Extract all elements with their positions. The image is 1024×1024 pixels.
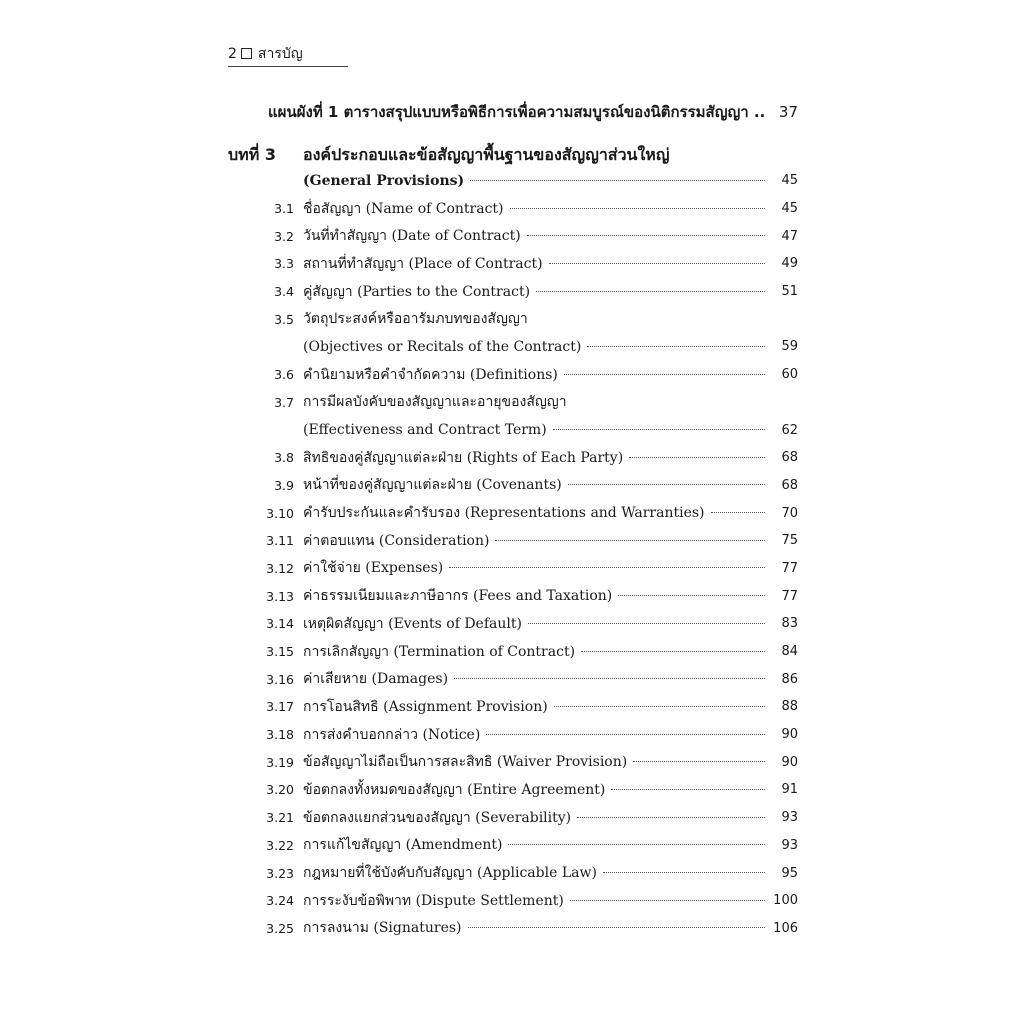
dot-leader bbox=[581, 651, 765, 652]
toc-entry-text bbox=[303, 641, 769, 663]
toc-entry-text bbox=[303, 613, 769, 635]
toc-entry-number: 3.1 bbox=[274, 201, 294, 217]
toc-entry bbox=[0, 776, 1024, 804]
dot-leader bbox=[629, 457, 765, 458]
toc-entry-title: ชื่อสัญญา (Name of Contract) bbox=[303, 200, 504, 217]
toc-entry-page: 68 bbox=[781, 477, 798, 493]
toc-entry bbox=[0, 416, 1024, 444]
toc-entry-number: 3.19 bbox=[266, 754, 294, 770]
toc-entry-title: (General Provisions) bbox=[303, 172, 465, 189]
dot-leader bbox=[527, 235, 765, 236]
toc-entry-page: 88 bbox=[781, 699, 798, 715]
toc-entry-text bbox=[303, 447, 769, 469]
toc-entry-text bbox=[303, 585, 769, 607]
dot-leader bbox=[495, 540, 765, 541]
toc-entry-page: 100 bbox=[773, 893, 798, 909]
dot-leader bbox=[568, 484, 765, 485]
toc-entry-title: คำรับประกันและคำรับรอง (Representations and Warranties) bbox=[303, 505, 705, 522]
toc-entry-page: 86 bbox=[781, 671, 798, 687]
toc-entry-number: 3.5 bbox=[274, 311, 294, 327]
toc-entry-number: 3.21 bbox=[266, 810, 294, 826]
toc-entry-list bbox=[0, 167, 1024, 942]
toc-entry bbox=[0, 832, 1024, 860]
toc-entry-text bbox=[303, 724, 769, 746]
toc-entry-title: ค่าใช้จ่าย (Expenses) bbox=[303, 560, 444, 577]
header-section-title: สารบัญ bbox=[257, 46, 303, 62]
toc-entry bbox=[0, 721, 1024, 749]
toc-entry-title: สิทธิของคู่สัญญาแต่ละฝ่าย (Rights of Each Party) bbox=[303, 449, 624, 466]
toc-entry bbox=[0, 389, 1024, 417]
dot-leader bbox=[587, 346, 765, 347]
toc-entry-number: 3.4 bbox=[274, 284, 294, 300]
toc-entry-page: 90 bbox=[781, 754, 798, 770]
dot-leader bbox=[508, 844, 765, 845]
toc-entry bbox=[0, 361, 1024, 389]
toc-entry-text bbox=[303, 557, 769, 579]
toc-entry-page: 70 bbox=[781, 505, 798, 521]
toc-entry-text bbox=[303, 173, 769, 189]
toc-entry-number: 3.10 bbox=[266, 505, 294, 521]
toc-entry-text bbox=[303, 225, 769, 247]
toc-entry-page: 75 bbox=[781, 533, 798, 549]
toc-entry-page: 47 bbox=[781, 228, 798, 244]
toc-entry-page: 77 bbox=[781, 560, 798, 576]
toc-entry-page: 84 bbox=[781, 644, 798, 660]
toc-intro-page: 37 bbox=[778, 103, 798, 121]
toc-entry-title: คู่สัญญา (Parties to the Contract) bbox=[303, 283, 531, 300]
dot-leader bbox=[449, 567, 765, 568]
toc-entry-page: 93 bbox=[781, 837, 798, 853]
toc-entry-page: 77 bbox=[781, 588, 798, 604]
toc-entry-number: 3.14 bbox=[266, 616, 294, 632]
toc-entry bbox=[0, 444, 1024, 472]
toc-entry-title: วันที่ทำสัญญา (Date of Contract) bbox=[303, 228, 521, 245]
toc-entry-number: 3.25 bbox=[266, 920, 294, 936]
toc-entry-title: วัตถุประสงค์หรืออารัมภบทของสัญญา bbox=[303, 311, 528, 328]
toc-entry-text bbox=[303, 751, 769, 773]
toc-entry-title: กฎหมายที่ใช้บังคับกับสัญญา (Applicable Law) bbox=[303, 865, 597, 882]
dot-leader bbox=[536, 291, 765, 292]
toc-entry bbox=[0, 499, 1024, 527]
toc-entry-page: 59 bbox=[781, 339, 798, 355]
toc-entry bbox=[0, 195, 1024, 223]
toc-entry-page: 90 bbox=[781, 727, 798, 743]
toc-entry bbox=[0, 638, 1024, 666]
toc-entry-title: การระงับข้อพิพาท (Dispute Settlement) bbox=[303, 892, 564, 909]
toc-entry-text bbox=[303, 502, 769, 524]
toc-entry-number: 3.22 bbox=[266, 837, 294, 853]
toc-entry-title: คำนิยามหรือคำจำกัดความ (Definitions) bbox=[303, 366, 558, 383]
toc-entry bbox=[0, 693, 1024, 721]
dot-leader bbox=[564, 374, 765, 375]
toc-entry-title: ข้อตกลงทั้งหมดของสัญญา (Entire Agreement) bbox=[303, 781, 606, 798]
header-page-number: 2 bbox=[228, 46, 237, 62]
toc-entry-text bbox=[303, 422, 769, 438]
toc-entry-number: 3.11 bbox=[266, 533, 294, 549]
toc-entry bbox=[0, 859, 1024, 887]
toc-entry-number: 3.23 bbox=[266, 865, 294, 881]
toc-entry bbox=[0, 748, 1024, 776]
toc-entry-title: ข้อสัญญาไม่ถือเป็นการสละสิทธิ (Waiver Provision) bbox=[303, 754, 628, 771]
toc-entry-page: 95 bbox=[781, 865, 798, 881]
dot-leader bbox=[611, 789, 765, 790]
toc-entry-title: การมีผลบังคับของสัญญาและอายุของสัญญา bbox=[303, 394, 567, 411]
toc-entry-text bbox=[303, 308, 769, 330]
toc-entry-title: หน้าที่ของคู่สัญญาแต่ละฝ่าย (Covenants) bbox=[303, 477, 562, 494]
toc-entry-number: 3.12 bbox=[266, 560, 294, 576]
toc-entry-title: (Effectiveness and Contract Term) bbox=[303, 422, 547, 439]
dot-leader bbox=[711, 512, 765, 513]
toc-entry-page: 68 bbox=[781, 450, 798, 466]
toc-entry-text bbox=[303, 530, 769, 552]
toc-entry-text bbox=[303, 834, 769, 856]
toc-entry-text bbox=[303, 862, 769, 884]
toc-entry-title: เหตุผิดสัญญา (Events of Default) bbox=[303, 615, 522, 632]
toc-entry-number: 3.17 bbox=[266, 699, 294, 715]
toc-entry-title: (Objectives or Recitals of the Contract) bbox=[303, 338, 582, 355]
toc-entry-title: การโอนสิทธิ (Assignment Provision) bbox=[303, 698, 548, 715]
toc-entry-text bbox=[303, 779, 769, 801]
toc-entry-text bbox=[303, 696, 769, 718]
toc-entry bbox=[0, 333, 1024, 361]
toc-entry bbox=[0, 250, 1024, 278]
toc-intro-title: แผนผังที่ 1 ตารางสรุปแบบหรือพิธีการเพื่อความสมบูรณ์ของนิติกรรมสัญญา .. bbox=[268, 103, 766, 121]
toc-entry-title: การแก้ไขสัญญา (Amendment) bbox=[303, 837, 503, 854]
toc-entry-number: 3.2 bbox=[274, 228, 294, 244]
toc-entry-title: การลงนาม (Signatures) bbox=[303, 920, 462, 937]
dot-leader bbox=[618, 595, 765, 596]
toc-entry-number: 3.7 bbox=[274, 394, 294, 410]
dot-leader bbox=[577, 817, 765, 818]
toc-entry bbox=[0, 305, 1024, 333]
toc-entry-page: 60 bbox=[781, 367, 798, 383]
toc-entry-page: 83 bbox=[781, 616, 798, 632]
dot-leader bbox=[486, 734, 765, 735]
toc-entry bbox=[0, 582, 1024, 610]
toc-entry-title: การส่งคำบอกกล่าว (Notice) bbox=[303, 726, 481, 743]
toc-entry-text bbox=[303, 364, 769, 386]
dot-leader bbox=[633, 761, 765, 762]
dot-leader bbox=[510, 208, 765, 209]
toc-entry bbox=[0, 804, 1024, 832]
toc-entry-number: 3.9 bbox=[274, 477, 294, 493]
toc-entry bbox=[0, 278, 1024, 306]
toc-entry-number: 3.24 bbox=[266, 893, 294, 909]
toc-entry bbox=[0, 167, 1024, 195]
toc-entry-number: 3.8 bbox=[274, 450, 294, 466]
dot-leader bbox=[553, 429, 765, 430]
toc-entry-title: การเลิกสัญญา (Termination of Contract) bbox=[303, 643, 576, 660]
toc-entry-page: 51 bbox=[781, 284, 798, 300]
checkbox-glyph-icon bbox=[241, 48, 252, 59]
toc-entry-title: ค่าเสียหาย (Damages) bbox=[303, 671, 449, 688]
toc-entry bbox=[0, 665, 1024, 693]
chapter-heading bbox=[228, 143, 669, 167]
toc-entry-text bbox=[303, 474, 769, 496]
toc-entry-text bbox=[303, 198, 769, 220]
chapter-label: บทที่ 3 bbox=[228, 145, 276, 164]
toc-entry-number: 3.13 bbox=[266, 588, 294, 604]
toc-entry bbox=[0, 915, 1024, 943]
dot-leader bbox=[468, 927, 765, 928]
toc-entry bbox=[0, 887, 1024, 915]
toc-entry-text bbox=[303, 281, 769, 303]
toc-entry-page: 49 bbox=[781, 256, 798, 272]
toc-entry bbox=[0, 555, 1024, 583]
toc-entry bbox=[0, 472, 1024, 500]
dot-leader bbox=[603, 872, 765, 873]
toc-entry-number: 3.3 bbox=[274, 256, 294, 272]
running-header bbox=[228, 44, 348, 67]
toc-entry-page: 106 bbox=[773, 920, 798, 936]
toc-entry bbox=[0, 527, 1024, 555]
toc-entry-page: 91 bbox=[781, 782, 798, 798]
dot-leader bbox=[470, 180, 765, 181]
toc-entry-page: 93 bbox=[781, 810, 798, 826]
toc-entry-page: 62 bbox=[781, 422, 798, 438]
toc-entry-number: 3.6 bbox=[274, 367, 294, 383]
toc-intro-entry bbox=[268, 100, 798, 124]
toc-entry-title: สถานที่ทำสัญญา (Place of Contract) bbox=[303, 255, 543, 272]
dot-leader bbox=[454, 678, 765, 679]
toc-entry-text bbox=[303, 917, 769, 939]
toc-entry-title: ค่าตอบแทน (Consideration) bbox=[303, 532, 490, 549]
toc-entry-text bbox=[303, 807, 769, 829]
toc-entry-number: 3.15 bbox=[266, 644, 294, 660]
toc-entry-text bbox=[303, 339, 769, 355]
dot-leader bbox=[570, 900, 765, 901]
toc-entry-text bbox=[303, 890, 769, 912]
toc-entry-page: 45 bbox=[781, 173, 798, 189]
toc-entry-text bbox=[303, 668, 769, 690]
toc-entry bbox=[0, 222, 1024, 250]
toc-entry-page: 45 bbox=[781, 201, 798, 217]
chapter-title: องค์ประกอบและข้อสัญญาพื้นฐานของสัญญาส่วนใหญ่ bbox=[303, 145, 670, 164]
toc-entry bbox=[0, 610, 1024, 638]
toc-entry-title: ข้อตกลงแยกส่วนของสัญญา (Severability) bbox=[303, 809, 572, 826]
toc-entry-number: 3.16 bbox=[266, 671, 294, 687]
toc-entry-title: ค่าธรรมเนียมและภาษีอากร (Fees and Taxation) bbox=[303, 588, 613, 605]
dot-leader bbox=[549, 263, 765, 264]
toc-entry-text bbox=[303, 253, 769, 275]
dot-leader bbox=[528, 623, 765, 624]
toc-entry-number: 3.18 bbox=[266, 727, 294, 743]
dot-leader bbox=[554, 706, 765, 707]
toc-entry-number: 3.20 bbox=[266, 782, 294, 798]
toc-entry-text bbox=[303, 391, 769, 413]
